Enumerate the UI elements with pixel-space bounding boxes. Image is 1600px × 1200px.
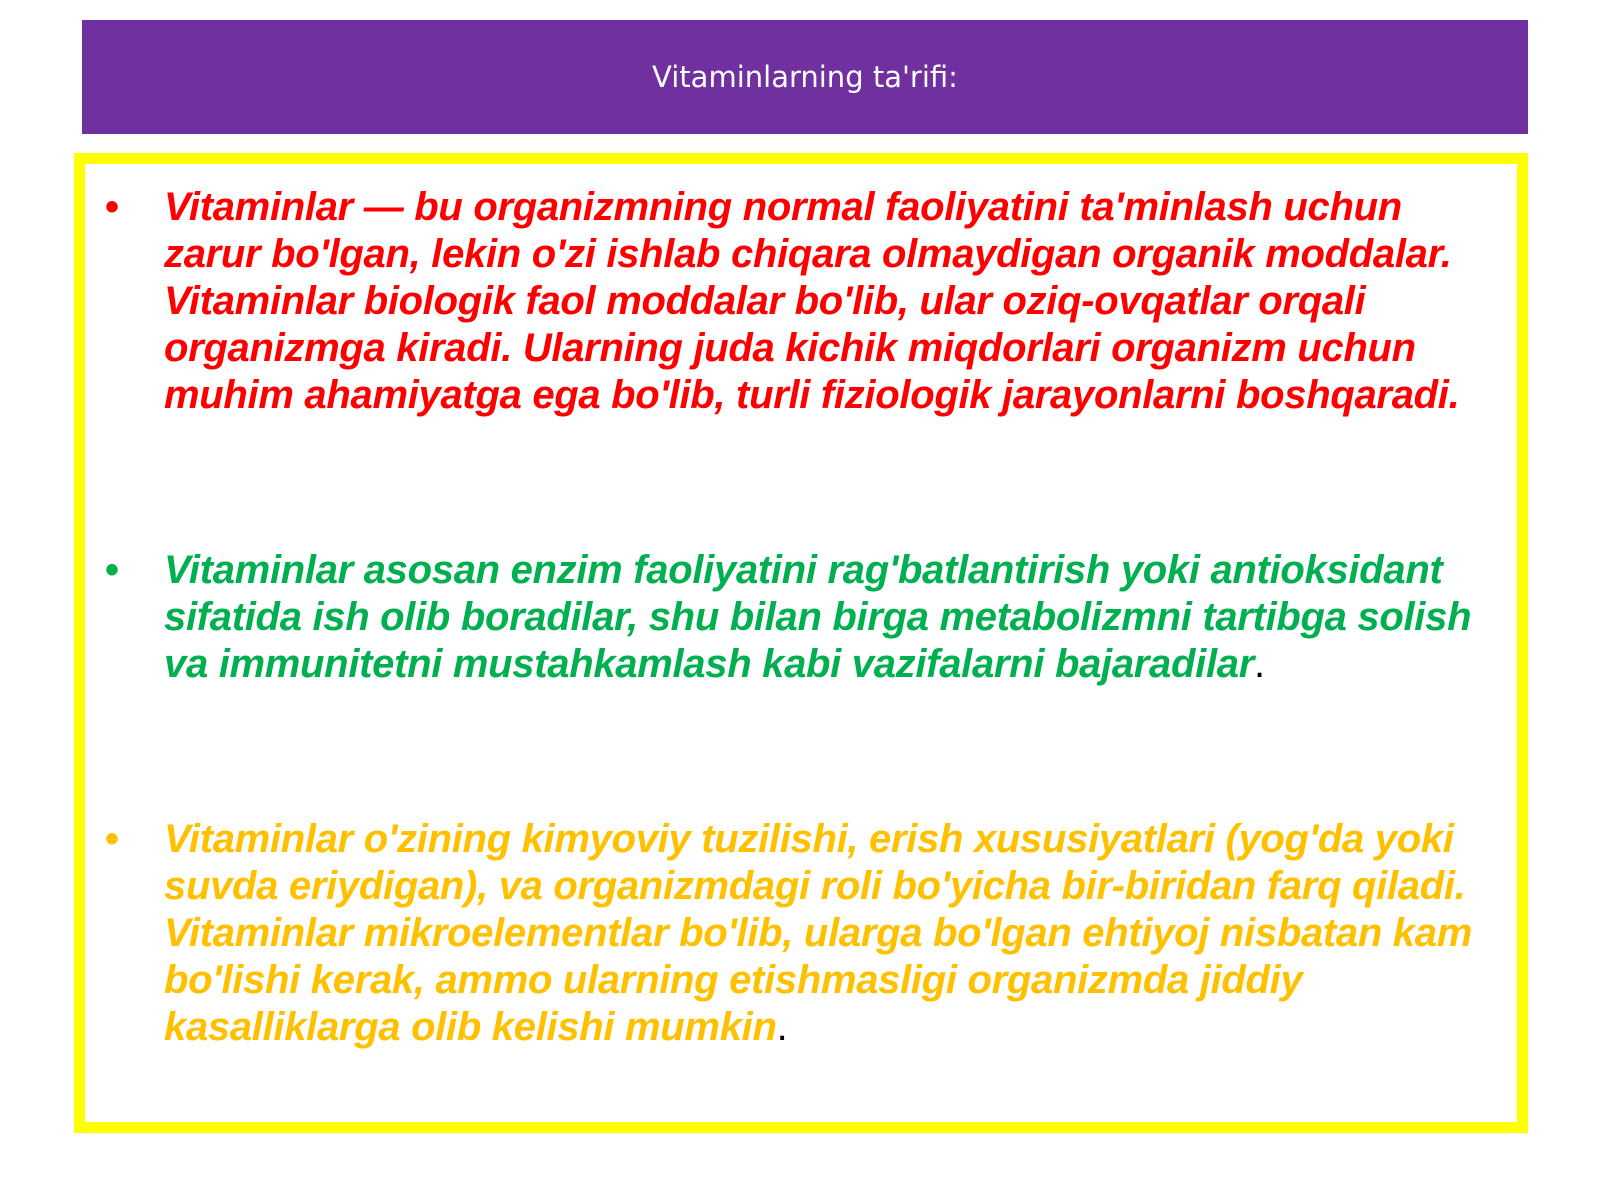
bullet-icon: •: [105, 817, 119, 861]
bullet-item-classification: [105, 816, 1503, 1051]
bullet-item-functions: [105, 547, 1503, 688]
slide-title: Vitaminlarning ta'rifi:: [652, 60, 958, 94]
bullet-suffix: .: [776, 1005, 788, 1049]
bullet-icon: •: [105, 548, 119, 592]
bullet-text-definition: Vitaminlar — bu organizmning normal faoliyatini ta'minlash uchun zarur bo'lgan, lekin o'zi ishlab chiqara olmaydigan organik moddalar. Vitaminlar biologik faol moddalar bo'lib, ular oziq-ovqatlar orqali organizmga kiradi. Ularning juda kichik miqdorlari organizm uchun muhim ahamiyatga ega bo'lib, turli fiziologik jarayonlarni boshqaradi.: [164, 185, 1460, 417]
content-frame: [74, 153, 1528, 1133]
title-bar: [82, 20, 1528, 134]
bullet-item-definition: [105, 184, 1503, 419]
bullet-suffix: .: [1253, 642, 1265, 686]
bullet-text-functions: Vitaminlar asosan enzim faoliyatini rag'batlantirish yoki antioksidant sifatida ish olib boradilar, shu bilan birga metabolizmni tartibga solish va immunitetni mustahkamlash kabi vazifalarni bajaradilar: [164, 548, 1472, 686]
bullet-icon: •: [105, 185, 119, 229]
bullet-text-classification: Vitaminlar o'zining kimyoviy tuzilishi, erish xususiyatlari (yog'da yoki suvda eriydigan), va organizmdagi roli bo'yicha bir-biridan farq qiladi. Vitaminlar mikroelementlar bo'lib, ularga bo'lgan ehtiyoj nisbatan kam bo'lishi kerak, ammo ularning etishmasligi organizmda jiddiy kasalliklarga olib kelishi mumkin: [164, 817, 1472, 1049]
